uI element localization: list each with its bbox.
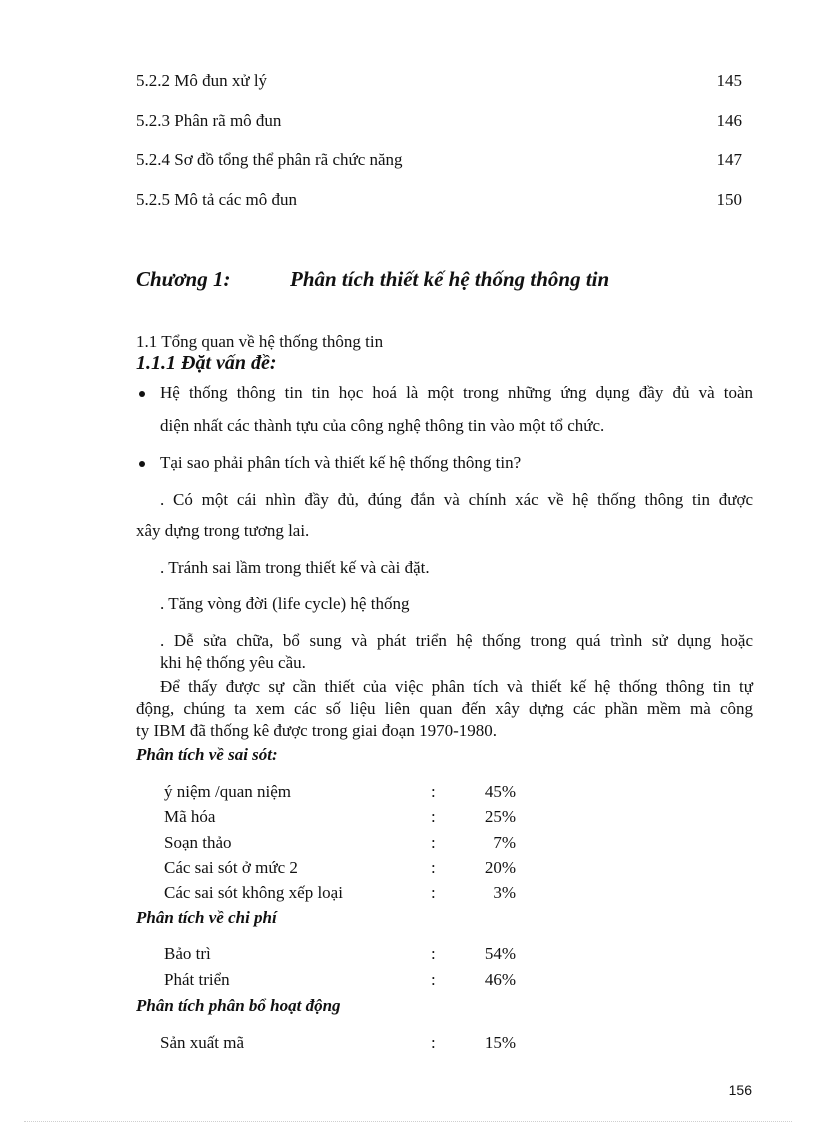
reason-line: xây dựng trong tương lai. bbox=[136, 521, 310, 540]
bullet-marker bbox=[139, 461, 145, 467]
reason-line: . Dễ sửa chữa, bổ sung và phát triển hệ thống trong quá trình sử dụng hoặc bbox=[160, 631, 753, 650]
stat-value: 3% bbox=[493, 883, 516, 902]
stat-value: 46% bbox=[484, 970, 516, 989]
stat-label: ý niệm /quan niệm bbox=[164, 782, 292, 801]
toc-title: 5.2.5 Mô tả các mô đun bbox=[136, 190, 297, 209]
reason-line: . Tăng vòng đời (life cycle) hệ thống bbox=[160, 594, 410, 613]
bullet-text-line: diện nhất các thành tựu của công nghệ thông tin vào một tổ chức. bbox=[160, 416, 605, 435]
stat-colon: : bbox=[431, 1033, 436, 1052]
toc-page-number: 147 bbox=[716, 150, 742, 169]
stat-label: Sản xuất mã bbox=[160, 1033, 245, 1052]
stat-colon: : bbox=[431, 858, 436, 877]
stat-value: 7% bbox=[493, 833, 516, 852]
footer-divider bbox=[24, 1121, 792, 1122]
chapter-label: Chương 1: bbox=[136, 267, 231, 291]
stat-colon: : bbox=[431, 883, 436, 902]
bullet-text-line: Tại sao phải phân tích và thiết kế hệ thống thông tin? bbox=[160, 453, 522, 472]
toc-title: 5.2.2 Mô đun xử lý bbox=[136, 71, 268, 90]
bullet-text-line: Hệ thống thông tin tin học hoá là một trong những ứng dụng đầy đủ và toàn bbox=[160, 383, 753, 402]
stat-label: Phát triển bbox=[164, 970, 230, 989]
chapter-title: Phân tích thiết kế hệ thống thông tin bbox=[290, 267, 610, 291]
toc-entry bbox=[136, 190, 297, 210]
subsection-heading: 1.1.1 Đặt vấn đề: bbox=[136, 352, 277, 374]
reason-line: . Có một cái nhìn đầy đủ, đúng đắn và chính xác về hệ thống thông tin được bbox=[160, 490, 753, 509]
paragraph-line: Để thấy được sự cần thiết của việc phân tích và thiết kế hệ thống thông tin tự bbox=[160, 677, 753, 696]
stat-value: 15% bbox=[484, 1033, 516, 1052]
page-number: 156 bbox=[728, 1082, 752, 1098]
reason-line: . Tránh sai lầm trong thiết kế và cài đặt. bbox=[160, 558, 430, 577]
stat-value: 45% bbox=[484, 782, 516, 801]
stat-value: 54% bbox=[484, 944, 516, 963]
toc-page-number: 150 bbox=[716, 190, 742, 209]
toc-entry bbox=[136, 71, 267, 91]
stat-label: Bảo trì bbox=[164, 944, 211, 963]
stat-label: Các sai sót không xếp loại bbox=[164, 883, 343, 902]
stat-colon: : bbox=[431, 944, 436, 963]
errors-heading: Phân tích về sai sót: bbox=[136, 745, 278, 764]
bullet-marker bbox=[139, 391, 145, 397]
activities-heading: Phân tích phân bổ hoạt động bbox=[136, 996, 341, 1015]
paragraph-line: động, chúng ta xem các số liệu liên quan đến xây dựng các phần mềm mà công bbox=[136, 699, 753, 718]
reason-line: khi hệ thống yêu cầu. bbox=[160, 653, 306, 672]
toc-page-number: 145 bbox=[716, 71, 742, 90]
stat-value: 20% bbox=[484, 858, 516, 877]
stat-label: Mã hóa bbox=[164, 807, 216, 826]
stat-colon: : bbox=[431, 782, 436, 801]
toc-page-number: 146 bbox=[716, 111, 742, 130]
section-heading: 1.1 Tổng quan về hệ thống thông tin bbox=[136, 332, 384, 351]
stat-value: 25% bbox=[484, 807, 516, 826]
toc-title: 5.2.4 Sơ đồ tổng thể phân rã chức năng bbox=[136, 150, 403, 169]
stat-colon: : bbox=[431, 833, 436, 852]
toc-title: 5.2.3 Phân rã mô đun bbox=[136, 111, 282, 130]
paragraph-line: ty IBM đã thống kê được trong giai đoạn 1970-1980. bbox=[136, 721, 497, 740]
stat-label: Các sai sót ở mức 2 bbox=[164, 858, 298, 877]
stat-label: Soạn thảo bbox=[164, 833, 232, 852]
stat-colon: : bbox=[431, 970, 436, 989]
costs-heading: Phân tích về chi phí bbox=[136, 908, 277, 927]
toc-entry bbox=[136, 111, 281, 131]
stat-colon: : bbox=[431, 807, 436, 826]
toc-entry bbox=[136, 150, 403, 170]
